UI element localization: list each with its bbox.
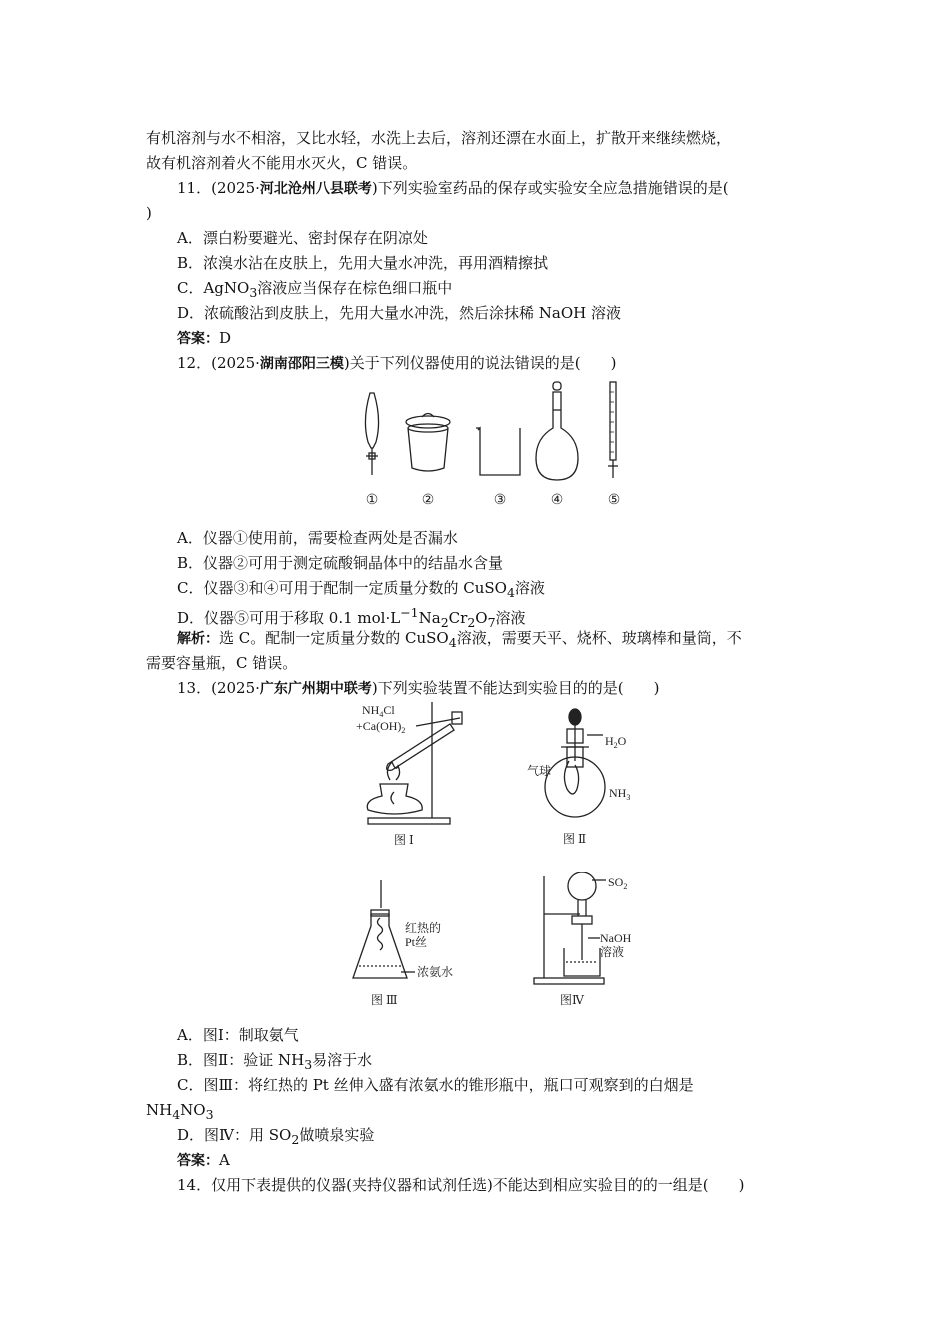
q11-answer: 答案：D [177, 329, 232, 347]
q14-stem: 14．仅用下表提供的仪器(夹持仪器和试剂任选)不能达到相应实验目的的一组是( ) [177, 1176, 745, 1194]
q11-option-a: A．漂白粉要避光、密封保存在阴凉处 [177, 229, 428, 247]
svg-text:NH4Cl: $NH_4Cl$ [362, 703, 395, 719]
q13-option-b: B．图Ⅱ：验证 $NH_3$易溶于水 [177, 1051, 373, 1072]
separatory-funnel-icon [365, 380, 378, 475]
q13-stem: 13．(2025·广东广州期中联考)下列实验装置不能达到实验目的的是( ) [177, 679, 660, 697]
q12-option-b: B．仪器②可用于测定硫酸铜晶体中的结晶水含量 [177, 554, 504, 572]
svg-text:Pt丝: Pt丝 [405, 935, 428, 949]
svg-text:红热的: 红热的 [405, 921, 442, 935]
fig3-caption: 图 Ⅲ [371, 993, 398, 1007]
fig2-caption: 图 Ⅱ [563, 832, 587, 846]
svg-text:浓氨水: 浓氨水 [417, 965, 454, 979]
q12-analysis-1: 解析：选 C。配制一定质量分数的 CuSO$_4$溶液，需要天平、烧杯、玻璃棒和量筒，不 [177, 629, 742, 650]
fig4-caption: 图Ⅳ [560, 993, 584, 1007]
instrument-label-1: ① [365, 493, 379, 508]
q12-option-d: D．仪器⑤可用于移取 0.1 $mol\cdot L^{-1}Na_2Cr_2O_7$溶液 [177, 605, 526, 630]
q13-figure-4 [530, 872, 650, 1010]
svg-text:SO2: $SO_2$ [608, 875, 628, 891]
intro-line-1: 有机溶剂与水不相溶，又比水轻，水洗上去后，溶剂还漂在水面上，扩散开来继续燃烧， [146, 129, 732, 147]
crucible-icon [406, 414, 450, 472]
q13-option-a: A．图Ⅰ：制取氨气 [177, 1026, 299, 1044]
fig1-caption: 图 Ⅰ [394, 833, 414, 847]
svg-text:气球: 气球 [527, 764, 552, 778]
volumetric-flask-icon [536, 382, 578, 480]
q13-source: 广东广州期中联考 [259, 681, 372, 697]
q11-option-d: D．浓硫酸沾到皮肤上，先用大量水冲洗，然后涂抹稀 NaOH 溶液 [177, 304, 622, 322]
q12-analysis-2: 需要容量瓶，C 错误。 [146, 654, 298, 672]
svg-text:H2O: $H_2O$ [605, 734, 627, 750]
svg-text:溶液: 溶液 [600, 945, 625, 959]
q12-source: 湖南邵阳三模 [259, 356, 344, 372]
q11-option-b: B．浓溴水沾在皮肤上，先用大量水冲洗，再用酒精擦拭 [177, 254, 549, 272]
instrument-label-2: ② [421, 493, 435, 508]
q11-source: 河北沧州八县联考 [259, 181, 372, 197]
q13-figure-3 [345, 878, 465, 1010]
intro-line-2: 故有机溶剂着火不能用水灭火，C 错误。 [146, 154, 418, 172]
q11-stem: 11．(2025·河北沧州八县联考)下列实验室药品的保存或实验安全应急措施错误的是( [177, 179, 729, 197]
q13-option-c-1: C．图Ⅲ：将红热的 Pt 丝伸入盛有浓氨水的锥形瓶中，瓶口可观察到的白烟是 [177, 1076, 694, 1094]
q13-option-c-2: $NH_4NO_3$ [146, 1101, 214, 1122]
q11-stem-end: ) [146, 204, 152, 222]
q13-answer: 答案：A [177, 1151, 230, 1169]
q13-figure-2 [525, 705, 655, 850]
q13-option-d: D．图Ⅳ：用 $SO_2$做喷泉实验 [177, 1126, 375, 1147]
svg-text:NaOH: NaOH [600, 931, 632, 945]
instrument-label-3: ③ [493, 493, 507, 508]
instrument-label-4: ④ [550, 493, 564, 508]
instrument-label-5: ⑤ [607, 493, 621, 508]
q12-stem: 12．(2025·湖南邵阳三模)关于下列仪器使用的说法错误的是( ) [177, 354, 617, 372]
q12-option-a: A．仪器①使用前，需要检查两处是否漏水 [177, 529, 458, 547]
q12-option-c: C．仪器③和④可用于配制一定质量分数的 CuSO$_4$溶液 [177, 579, 545, 600]
beaker-icon [476, 428, 520, 475]
svg-text:+Ca(OH)2: $+Ca(OH)_2$ [356, 719, 406, 735]
q12-instruments-figure [350, 380, 640, 510]
burette-icon [608, 382, 618, 478]
q11-option-c: C．AgNO$_3$溶液应当保存在棕色细口瓶中 [177, 279, 453, 300]
svg-text:NH3: $NH_3$ [609, 786, 631, 802]
q13-figure-1 [350, 700, 490, 850]
